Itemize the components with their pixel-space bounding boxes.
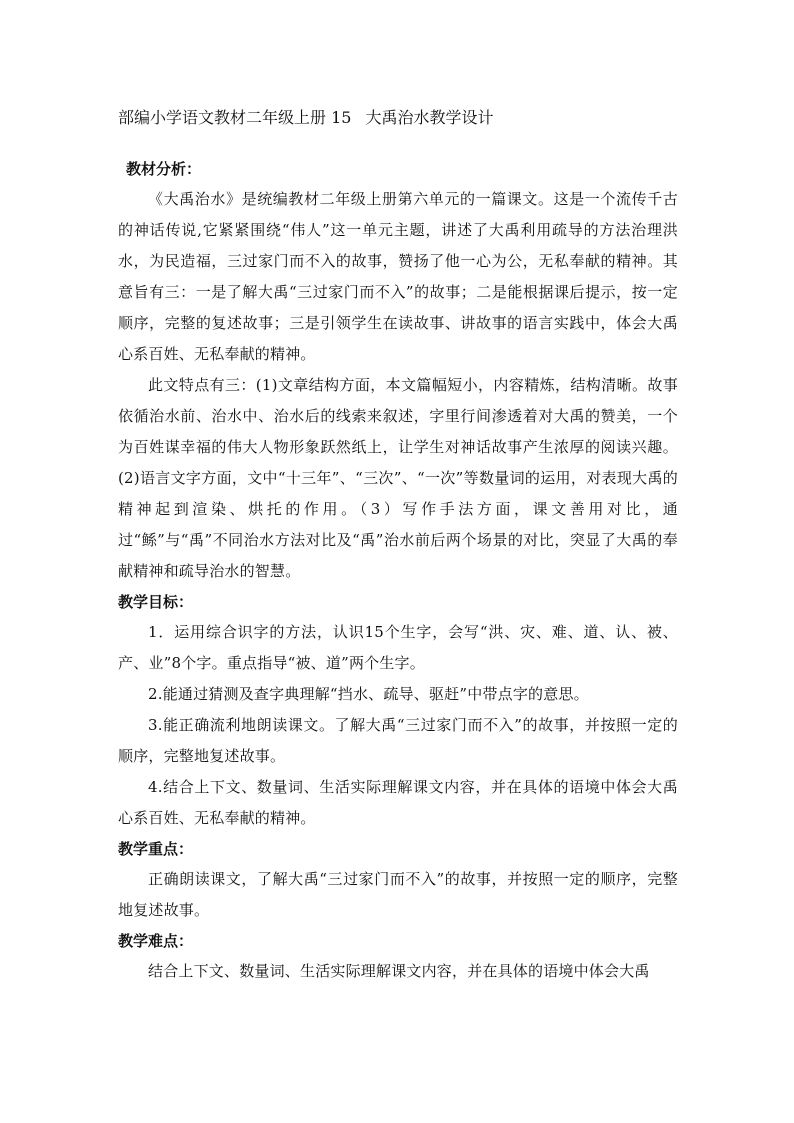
goal-item: 4.结合上下文、数量词、生活实际理解课文内容，并在具体的语境中体会大禹心系百姓、无私奉献的精神。 bbox=[118, 778, 678, 827]
paragraph: 结合上下文、数量词、生活实际理解课文内容，并在具体的语境中体会大禹 bbox=[148, 962, 650, 980]
document-body bbox=[118, 104, 678, 987]
goal-item: 2.能通过猜测及查字典理解“挡水、疏导、驱赶”中带点字的意思。 bbox=[148, 685, 589, 703]
section-heading-difficulties: 教学难点： bbox=[118, 932, 194, 950]
title-lesson: 大禹治水教学设计 bbox=[365, 108, 494, 127]
goal-item: 3.能正确流利地朗读课文。了解大禹“三过家门而不入”的故事，并按照一定的顺序，完整地复述故事。 bbox=[118, 716, 678, 765]
section-heading-textbook-analysis: 教材分析： bbox=[126, 160, 202, 178]
goal-item: 1．运用综合识字的方法，认识15个生字，会写“洪、灾、难、道、认、被、产、业”8个字。重点指导“被、道”两个生字。 bbox=[118, 623, 678, 672]
section-heading-key-points: 教学重点： bbox=[118, 840, 194, 858]
paragraph: 此文特点有三：(1)文章结构方面，本文篇幅短小，内容精炼，结构清晰。故事依循治水前、治水中、治水后的线索来叙述，字里行间渗透着对大禹的赞美，一个为百姓谋幸福的伟大人物形象跃然纸上，让学生对神话故事产生浓厚的阅读兴趣。(2)语言文字方面，文中“十三年”、“三次”、“一次”等数量词的运用，对表现大禹的精神起到渲染、烘托的作用。（3）写作手法方面，课文善用对比，通过“鲧”与“禹”不同治水方法对比及“禹”治水前后两个场景的对比，突显了大禹的奉献精神和疏导治水的智慧。 bbox=[118, 376, 678, 580]
section-heading-teaching-goals: 教学目标： bbox=[118, 593, 194, 611]
paragraph: 正确朗读课文，了解大禹“三过家门而不入”的故事，并按照一定的顺序，完整地复述故事。 bbox=[118, 870, 678, 919]
document-title bbox=[118, 104, 678, 132]
title-main: 部编小学语文教材二年级上册 15 bbox=[118, 108, 352, 127]
paragraph: 《大禹治水》是统编教材二年级上册第六单元的一篇课文。这是一个流传千古的神话传说,它紧紧围绕“伟人”这一单元主题，讲述了大禹利用疏导的方法治理洪水，为民造福，三过家门而不入的故事，赞扬了他一心为公，无私奉献的精神。其意旨有三：一是了解大禹“三过家门而不入”的故事；二是能根据课后提示，按一定顺序，完整的复述故事；三是引领学生在读故事、讲故事的语言实践中，体会大禹心系百姓、无私奉献的精神。 bbox=[118, 190, 678, 363]
